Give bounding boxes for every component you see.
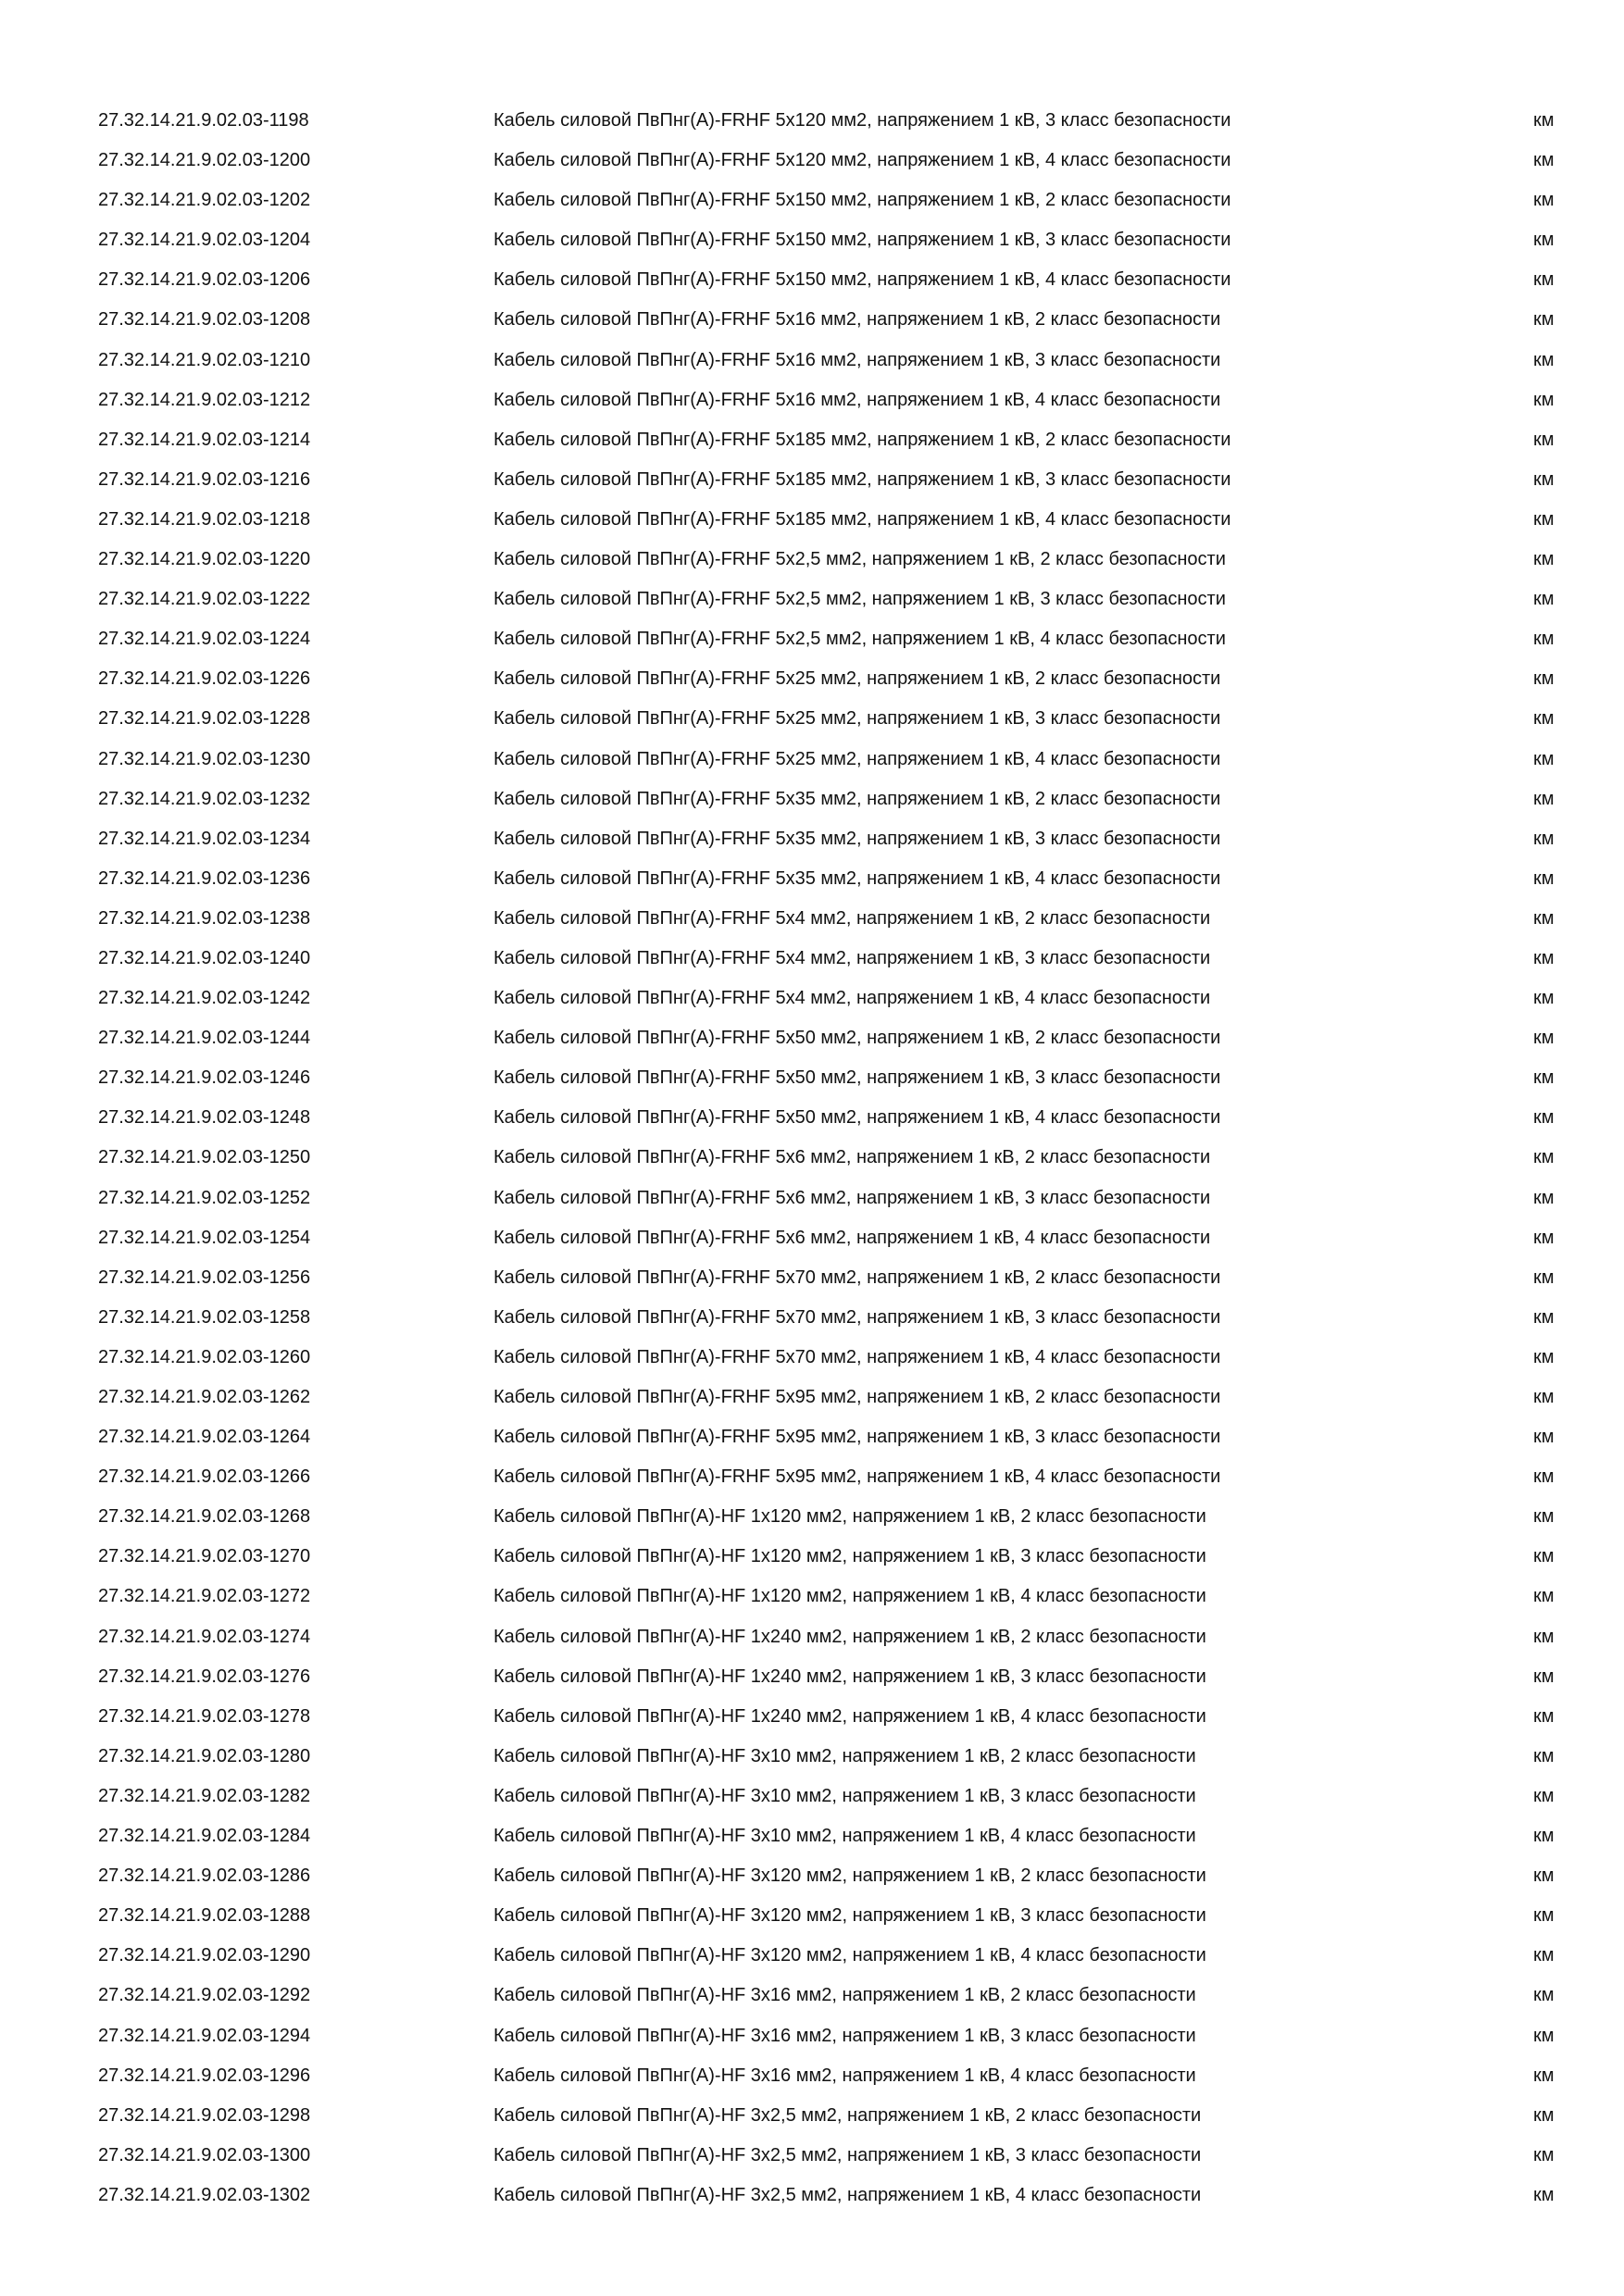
table-row xyxy=(0,1380,1624,1420)
table-row xyxy=(0,702,1624,742)
item-unit: км xyxy=(1533,748,1555,769)
item-name: Кабель силовой ПвПнг(А)-FRHF 5х150 мм2, напряжением 1 кВ, 3 класс безопасности xyxy=(493,230,1231,251)
item-code: 27.32.14.21.9.02.03-1248 xyxy=(98,1107,311,1129)
item-code: 27.32.14.21.9.02.03-1220 xyxy=(98,549,311,570)
item-unit: км xyxy=(1533,1306,1555,1328)
item-code: 27.32.14.21.9.02.03-1222 xyxy=(98,589,311,610)
item-unit: км xyxy=(1533,867,1555,889)
item-name: Кабель силовой ПвПнг(А)-FRHF 5х120 мм2, напряжением 1 кВ, 3 класс безопасности xyxy=(493,110,1231,131)
item-name: Кабель силовой ПвПнг(А)-HF 3х10 мм2, напряжением 1 кВ, 2 класс безопасности xyxy=(493,1745,1196,1766)
table-row xyxy=(0,2099,1624,2139)
item-name: Кабель силовой ПвПнг(А)-HF 3х2,5 мм2, напряжением 1 кВ, 4 класс безопасности xyxy=(493,2184,1202,2205)
table-row xyxy=(0,263,1624,303)
table-row xyxy=(0,1181,1624,1221)
table-row xyxy=(0,1819,1624,1859)
table-row xyxy=(0,1341,1624,1380)
table-row xyxy=(0,2059,1624,2099)
item-unit: км xyxy=(1533,1107,1555,1129)
table-row xyxy=(0,2178,1624,2218)
table-row xyxy=(0,223,1624,263)
item-name: Кабель силовой ПвПнг(А)-FRHF 5х70 мм2, напряжением 1 кВ, 3 класс безопасности xyxy=(493,1306,1221,1328)
item-unit: км xyxy=(1533,389,1555,410)
item-code: 27.32.14.21.9.02.03-1226 xyxy=(98,668,311,690)
item-code: 27.32.14.21.9.02.03-1210 xyxy=(98,349,311,370)
item-code: 27.32.14.21.9.02.03-1262 xyxy=(98,1387,311,1407)
item-unit: км xyxy=(1533,349,1555,370)
item-code: 27.32.14.21.9.02.03-1256 xyxy=(98,1267,311,1288)
item-unit: км xyxy=(1533,1147,1555,1168)
table-row xyxy=(0,1101,1624,1141)
item-unit: км xyxy=(1533,1945,1555,1966)
item-unit: км xyxy=(1533,828,1555,849)
item-name: Кабель силовой ПвПнг(А)-HF 1х240 мм2, напряжением 1 кВ, 4 класс безопасности xyxy=(493,1705,1206,1727)
table-row xyxy=(0,1420,1624,1460)
item-code: 27.32.14.21.9.02.03-1302 xyxy=(98,2184,311,2205)
table-row xyxy=(0,981,1624,1021)
table-row xyxy=(0,1141,1624,1180)
item-name: Кабель силовой ПвПнг(А)-FRHF 5х25 мм2, напряжением 1 кВ, 2 класс безопасности xyxy=(493,668,1221,690)
item-name: Кабель силовой ПвПнг(А)-FRHF 5х4 мм2, напряжением 1 кВ, 4 класс безопасности xyxy=(493,988,1211,1009)
item-code: 27.32.14.21.9.02.03-1204 xyxy=(98,230,311,251)
table-row xyxy=(0,503,1624,543)
item-unit: км xyxy=(1533,1826,1555,1847)
table-row xyxy=(0,1540,1624,1579)
table-row xyxy=(0,104,1624,144)
item-name: Кабель силовой ПвПнг(А)-FRHF 5х16 мм2, напряжением 1 кВ, 4 класс безопасности xyxy=(493,389,1221,410)
item-code: 27.32.14.21.9.02.03-1208 xyxy=(98,309,311,331)
item-name: Кабель силовой ПвПнг(А)-HF 3х2,5 мм2, напряжением 1 кВ, 3 класс безопасности xyxy=(493,2144,1202,2165)
item-unit: км xyxy=(1533,190,1555,211)
item-name: Кабель силовой ПвПнг(А)-FRHF 5х95 мм2, напряжением 1 кВ, 3 класс безопасности xyxy=(493,1427,1221,1448)
item-code: 27.32.14.21.9.02.03-1274 xyxy=(98,1626,311,1647)
item-unit: км xyxy=(1533,468,1555,490)
table-row xyxy=(0,1700,1624,1740)
item-name: Кабель силовой ПвПнг(А)-FRHF 5х185 мм2, напряжением 1 кВ, 3 класс безопасности xyxy=(493,468,1231,490)
table-row xyxy=(0,1620,1624,1660)
price-list-table xyxy=(0,104,1624,2218)
item-unit: км xyxy=(1533,309,1555,331)
item-name: Кабель силовой ПвПнг(А)-FRHF 5х150 мм2, напряжением 1 кВ, 2 класс безопасности xyxy=(493,190,1231,211)
item-code: 27.32.14.21.9.02.03-1300 xyxy=(98,2144,311,2165)
item-unit: км xyxy=(1533,589,1555,610)
item-code: 27.32.14.21.9.02.03-1272 xyxy=(98,1586,311,1607)
item-code: 27.32.14.21.9.02.03-1292 xyxy=(98,1985,311,2006)
item-code: 27.32.14.21.9.02.03-1260 xyxy=(98,1346,311,1367)
item-name: Кабель силовой ПвПнг(А)-FRHF 5х35 мм2, напряжением 1 кВ, 4 класс безопасности xyxy=(493,867,1221,889)
item-name: Кабель силовой ПвПнг(А)-HF 3х120 мм2, напряжением 1 кВ, 3 класс безопасности xyxy=(493,1905,1206,1927)
item-name: Кабель силовой ПвПнг(А)-HF 1х120 мм2, напряжением 1 кВ, 2 класс безопасности xyxy=(493,1506,1206,1528)
item-unit: км xyxy=(1533,110,1555,131)
item-code: 27.32.14.21.9.02.03-1286 xyxy=(98,1866,311,1887)
table-row xyxy=(0,942,1624,981)
table-row xyxy=(0,144,1624,183)
item-unit: км xyxy=(1533,1666,1555,1687)
table-row xyxy=(0,1579,1624,1619)
item-code: 27.32.14.21.9.02.03-1266 xyxy=(98,1466,311,1488)
table-row xyxy=(0,1899,1624,1939)
item-name: Кабель силовой ПвПнг(А)-HF 3х16 мм2, напряжением 1 кВ, 3 класс безопасности xyxy=(493,2025,1196,2046)
item-unit: км xyxy=(1533,947,1555,968)
table-row xyxy=(0,1779,1624,1819)
item-unit: км xyxy=(1533,1905,1555,1927)
item-unit: км xyxy=(1533,2065,1555,2086)
item-code: 27.32.14.21.9.02.03-1268 xyxy=(98,1506,311,1528)
item-code: 27.32.14.21.9.02.03-1234 xyxy=(98,828,311,849)
item-code: 27.32.14.21.9.02.03-1228 xyxy=(98,708,311,730)
item-name: Кабель силовой ПвПнг(А)-FRHF 5х50 мм2, напряжением 1 кВ, 4 класс безопасности xyxy=(493,1107,1221,1129)
item-code: 27.32.14.21.9.02.03-1218 xyxy=(98,508,311,530)
item-name: Кабель силовой ПвПнг(А)-HF 1х240 мм2, напряжением 1 кВ, 3 класс безопасности xyxy=(493,1666,1206,1687)
item-code: 27.32.14.21.9.02.03-1232 xyxy=(98,788,311,809)
table-row xyxy=(0,622,1624,662)
item-name: Кабель силовой ПвПнг(А)-HF 3х16 мм2, напряжением 1 кВ, 2 класс безопасности xyxy=(493,1985,1196,2006)
item-code: 27.32.14.21.9.02.03-1200 xyxy=(98,150,311,171)
item-unit: км xyxy=(1533,2104,1555,2126)
table-row xyxy=(0,822,1624,862)
item-unit: км xyxy=(1533,1466,1555,1488)
item-unit: км xyxy=(1533,1985,1555,2006)
item-name: Кабель силовой ПвПнг(А)-HF 3х10 мм2, напряжением 1 кВ, 4 класс безопасности xyxy=(493,1826,1196,1847)
table-row xyxy=(0,782,1624,822)
item-unit: км xyxy=(1533,1387,1555,1407)
item-unit: км xyxy=(1533,1067,1555,1089)
item-unit: км xyxy=(1533,907,1555,929)
item-unit: км xyxy=(1533,1586,1555,1607)
item-code: 27.32.14.21.9.02.03-1224 xyxy=(98,629,311,650)
table-row xyxy=(0,742,1624,782)
table-row xyxy=(0,1740,1624,1779)
item-code: 27.32.14.21.9.02.03-1250 xyxy=(98,1147,311,1168)
item-name: Кабель силовой ПвПнг(А)-HF 3х120 мм2, напряжением 1 кВ, 2 класс безопасности xyxy=(493,1866,1206,1887)
item-code: 27.32.14.21.9.02.03-1240 xyxy=(98,947,311,968)
item-code: 27.32.14.21.9.02.03-1276 xyxy=(98,1666,311,1687)
table-row xyxy=(0,662,1624,702)
item-unit: км xyxy=(1533,1427,1555,1448)
item-unit: км xyxy=(1533,1187,1555,1208)
item-code: 27.32.14.21.9.02.03-1230 xyxy=(98,748,311,769)
item-unit: км xyxy=(1533,508,1555,530)
table-row xyxy=(0,2019,1624,2059)
item-unit: км xyxy=(1533,1227,1555,1248)
item-name: Кабель силовой ПвПнг(А)-FRHF 5х150 мм2, напряжением 1 кВ, 4 класс безопасности xyxy=(493,269,1231,291)
item-unit: км xyxy=(1533,269,1555,291)
item-unit: км xyxy=(1533,2025,1555,2046)
item-code: 27.32.14.21.9.02.03-1264 xyxy=(98,1427,311,1448)
item-code: 27.32.14.21.9.02.03-1288 xyxy=(98,1905,311,1927)
item-code: 27.32.14.21.9.02.03-1246 xyxy=(98,1067,311,1089)
item-code: 27.32.14.21.9.02.03-1252 xyxy=(98,1187,311,1208)
item-name: Кабель силовой ПвПнг(А)-FRHF 5х6 мм2, напряжением 1 кВ, 2 класс безопасности xyxy=(493,1147,1211,1168)
item-name: Кабель силовой ПвПнг(А)-FRHF 5х16 мм2, напряжением 1 кВ, 2 класс безопасности xyxy=(493,309,1221,331)
item-name: Кабель силовой ПвПнг(А)-FRHF 5х2,5 мм2, напряжением 1 кВ, 3 класс безопасности xyxy=(493,589,1226,610)
item-unit: км xyxy=(1533,549,1555,570)
table-row xyxy=(0,1460,1624,1500)
item-code: 27.32.14.21.9.02.03-1294 xyxy=(98,2025,311,2046)
item-name: Кабель силовой ПвПнг(А)-FRHF 5х70 мм2, напряжением 1 кВ, 2 класс безопасности xyxy=(493,1267,1221,1288)
item-name: Кабель силовой ПвПнг(А)-FRHF 5х35 мм2, напряжением 1 кВ, 3 класс безопасности xyxy=(493,828,1221,849)
table-row xyxy=(0,862,1624,902)
item-code: 27.32.14.21.9.02.03-1278 xyxy=(98,1705,311,1727)
item-code: 27.32.14.21.9.02.03-1284 xyxy=(98,1826,311,1847)
table-row xyxy=(0,423,1624,463)
item-name: Кабель силовой ПвПнг(А)-FRHF 5х4 мм2, напряжением 1 кВ, 3 класс безопасности xyxy=(493,947,1211,968)
item-unit: км xyxy=(1533,629,1555,650)
item-name: Кабель силовой ПвПнг(А)-FRHF 5х25 мм2, напряжением 1 кВ, 4 класс безопасности xyxy=(493,748,1221,769)
item-unit: км xyxy=(1533,2184,1555,2205)
item-unit: км xyxy=(1533,708,1555,730)
item-unit: км xyxy=(1533,1785,1555,1806)
table-row xyxy=(0,183,1624,223)
item-name: Кабель силовой ПвПнг(А)-FRHF 5х16 мм2, напряжением 1 кВ, 3 класс безопасности xyxy=(493,349,1221,370)
item-unit: км xyxy=(1533,668,1555,690)
item-unit: км xyxy=(1533,1705,1555,1727)
item-name: Кабель силовой ПвПнг(А)-FRHF 5х120 мм2, напряжением 1 кВ, 4 класс безопасности xyxy=(493,150,1231,171)
item-code: 27.32.14.21.9.02.03-1238 xyxy=(98,907,311,929)
item-code: 27.32.14.21.9.02.03-1290 xyxy=(98,1945,311,1966)
item-name: Кабель силовой ПвПнг(А)-FRHF 5х70 мм2, напряжением 1 кВ, 4 класс безопасности xyxy=(493,1346,1221,1367)
item-unit: км xyxy=(1533,1745,1555,1766)
item-name: Кабель силовой ПвПнг(А)-FRHF 5х50 мм2, напряжением 1 кВ, 3 класс безопасности xyxy=(493,1067,1221,1089)
item-name: Кабель силовой ПвПнг(А)-FRHF 5х185 мм2, напряжением 1 кВ, 2 класс безопасности xyxy=(493,429,1231,450)
table-row xyxy=(0,1660,1624,1700)
table-row xyxy=(0,1978,1624,2018)
item-code: 27.32.14.21.9.02.03-1212 xyxy=(98,389,311,410)
item-name: Кабель силовой ПвПнг(А)-FRHF 5х50 мм2, напряжением 1 кВ, 2 класс безопасности xyxy=(493,1028,1221,1049)
item-unit: км xyxy=(1533,1267,1555,1288)
item-code: 27.32.14.21.9.02.03-1198 xyxy=(98,110,309,131)
item-code: 27.32.14.21.9.02.03-1296 xyxy=(98,2065,311,2086)
item-unit: км xyxy=(1533,429,1555,450)
item-code: 27.32.14.21.9.02.03-1254 xyxy=(98,1227,311,1248)
table-row xyxy=(0,582,1624,622)
table-row xyxy=(0,1061,1624,1101)
table-row xyxy=(0,383,1624,423)
item-name: Кабель силовой ПвПнг(А)-HF 3х120 мм2, напряжением 1 кВ, 4 класс безопасности xyxy=(493,1945,1206,1966)
table-row xyxy=(0,1021,1624,1061)
item-unit: км xyxy=(1533,1506,1555,1528)
item-name: Кабель силовой ПвПнг(А)-FRHF 5х95 мм2, напряжением 1 кВ, 4 класс безопасности xyxy=(493,1466,1221,1488)
item-name: Кабель силовой ПвПнг(А)-FRHF 5х2,5 мм2, напряжением 1 кВ, 4 класс безопасности xyxy=(493,629,1226,650)
table-row xyxy=(0,543,1624,582)
item-unit: км xyxy=(1533,988,1555,1009)
item-code: 27.32.14.21.9.02.03-1270 xyxy=(98,1546,311,1567)
item-name: Кабель силовой ПвПнг(А)-FRHF 5х35 мм2, напряжением 1 кВ, 2 класс безопасности xyxy=(493,788,1221,809)
item-code: 27.32.14.21.9.02.03-1216 xyxy=(98,468,311,490)
item-name: Кабель силовой ПвПнг(А)-FRHF 5х2,5 мм2, напряжением 1 кВ, 2 класс безопасности xyxy=(493,549,1226,570)
item-name: Кабель силовой ПвПнг(А)-HF 1х240 мм2, напряжением 1 кВ, 2 класс безопасности xyxy=(493,1626,1206,1647)
item-code: 27.32.14.21.9.02.03-1236 xyxy=(98,867,311,889)
table-row xyxy=(0,463,1624,503)
item-name: Кабель силовой ПвПнг(А)-FRHF 5х25 мм2, напряжением 1 кВ, 3 класс безопасности xyxy=(493,708,1221,730)
item-code: 27.32.14.21.9.02.03-1258 xyxy=(98,1306,311,1328)
table-row xyxy=(0,2139,1624,2178)
item-code: 27.32.14.21.9.02.03-1242 xyxy=(98,988,311,1009)
item-unit: км xyxy=(1533,1346,1555,1367)
table-row xyxy=(0,1939,1624,1978)
item-unit: км xyxy=(1533,2144,1555,2165)
item-unit: км xyxy=(1533,1866,1555,1887)
item-name: Кабель силовой ПвПнг(А)-FRHF 5х185 мм2, напряжением 1 кВ, 4 класс безопасности xyxy=(493,508,1231,530)
table-row xyxy=(0,343,1624,383)
table-row xyxy=(0,902,1624,942)
item-code: 27.32.14.21.9.02.03-1202 xyxy=(98,190,311,211)
item-unit: км xyxy=(1533,1546,1555,1567)
item-name: Кабель силовой ПвПнг(А)-HF 3х16 мм2, напряжением 1 кВ, 4 класс безопасности xyxy=(493,2065,1196,2086)
item-code: 27.32.14.21.9.02.03-1244 xyxy=(98,1028,311,1049)
item-name: Кабель силовой ПвПнг(А)-FRHF 5х95 мм2, напряжением 1 кВ, 2 класс безопасности xyxy=(493,1387,1221,1407)
table-row xyxy=(0,1301,1624,1341)
item-unit: км xyxy=(1533,788,1555,809)
item-name: Кабель силовой ПвПнг(А)-HF 1х120 мм2, напряжением 1 кВ, 4 класс безопасности xyxy=(493,1586,1206,1607)
item-name: Кабель силовой ПвПнг(А)-FRHF 5х6 мм2, напряжением 1 кВ, 3 класс безопасности xyxy=(493,1187,1211,1208)
item-code: 27.32.14.21.9.02.03-1282 xyxy=(98,1785,311,1806)
item-name: Кабель силовой ПвПнг(А)-HF 1х120 мм2, напряжением 1 кВ, 3 класс безопасности xyxy=(493,1546,1206,1567)
table-row xyxy=(0,1859,1624,1899)
table-row xyxy=(0,1221,1624,1261)
item-code: 27.32.14.21.9.02.03-1298 xyxy=(98,2104,311,2126)
item-unit: км xyxy=(1533,1626,1555,1647)
item-name: Кабель силовой ПвПнг(А)-HF 3х10 мм2, напряжением 1 кВ, 3 класс безопасности xyxy=(493,1785,1196,1806)
item-unit: км xyxy=(1533,230,1555,251)
table-row xyxy=(0,303,1624,343)
item-name: Кабель силовой ПвПнг(А)-FRHF 5х6 мм2, напряжением 1 кВ, 4 класс безопасности xyxy=(493,1227,1211,1248)
table-row xyxy=(0,1261,1624,1301)
item-code: 27.32.14.21.9.02.03-1206 xyxy=(98,269,311,291)
item-unit: км xyxy=(1533,150,1555,171)
item-code: 27.32.14.21.9.02.03-1214 xyxy=(98,429,311,450)
item-name: Кабель силовой ПвПнг(А)-FRHF 5х4 мм2, напряжением 1 кВ, 2 класс безопасности xyxy=(493,907,1211,929)
table-row xyxy=(0,1500,1624,1540)
item-unit: км xyxy=(1533,1028,1555,1049)
item-name: Кабель силовой ПвПнг(А)-HF 3х2,5 мм2, напряжением 1 кВ, 2 класс безопасности xyxy=(493,2104,1202,2126)
item-code: 27.32.14.21.9.02.03-1280 xyxy=(98,1745,311,1766)
